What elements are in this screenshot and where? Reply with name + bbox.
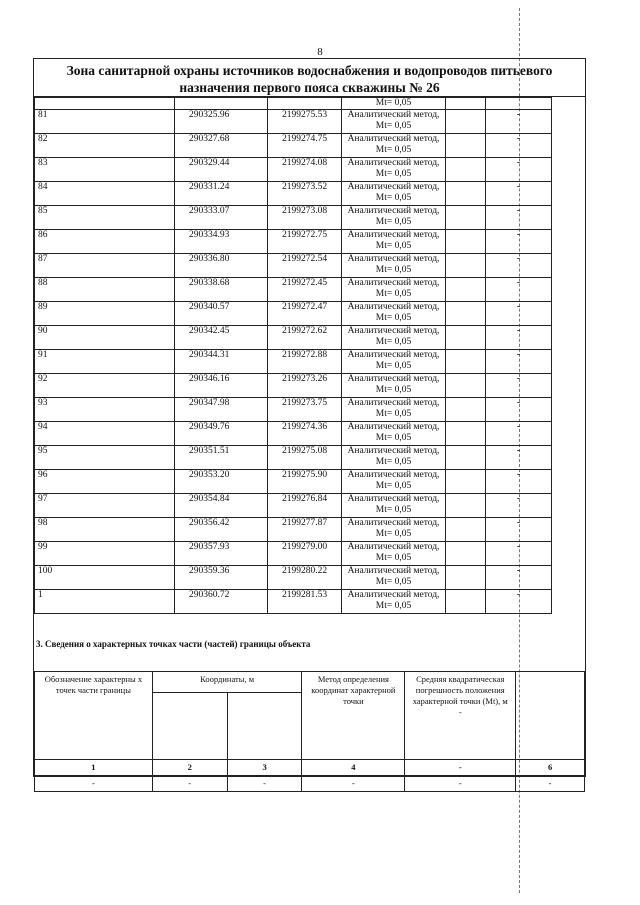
- coordinate-x: 290354.84: [175, 494, 268, 518]
- method-cell: [342, 590, 446, 614]
- col2-header: Координаты, м: [152, 672, 302, 760]
- point-number: 85: [35, 206, 175, 230]
- table-row: [35, 350, 552, 374]
- point-number: 97: [35, 494, 175, 518]
- method-text: Аналитический метод,: [347, 206, 440, 216]
- method-text: Аналитический метод,: [347, 398, 440, 408]
- column-number: 3: [227, 760, 302, 776]
- coordinate-y: 2199275.53: [268, 110, 342, 134]
- coordinate-y: 2199274.36: [268, 422, 342, 446]
- coordinate-x: 290333.07: [175, 206, 268, 230]
- document-sheet: [33, 58, 586, 788]
- coordinate-x: 290357.93: [175, 542, 268, 566]
- method-accuracy: Mt= 0,05: [375, 337, 412, 347]
- point-number: 95: [35, 446, 175, 470]
- section-3-table: [34, 671, 585, 792]
- empty-cell: [446, 518, 486, 542]
- empty-cell: [446, 278, 486, 302]
- method-cell: [342, 398, 446, 422]
- method-accuracy: Mt= 0,05: [375, 121, 412, 131]
- method-text: Аналитический метод,: [347, 254, 440, 264]
- error-cell: -: [486, 254, 552, 278]
- point-number: 91: [35, 350, 175, 374]
- error-cell: -: [486, 302, 552, 326]
- method-accuracy: Mt= 0,05: [375, 265, 412, 275]
- empty-value: -: [227, 776, 302, 792]
- empty-cell: [446, 542, 486, 566]
- point-number: 93: [35, 398, 175, 422]
- empty-cell: [446, 134, 486, 158]
- empty-cell: [446, 350, 486, 374]
- method-accuracy: Mt= 0,05: [375, 553, 412, 563]
- method-cell: [342, 542, 446, 566]
- coordinate-y: 2199279.00: [268, 542, 342, 566]
- method-accuracy: Mt= 0,05: [375, 529, 412, 539]
- method-text: Аналитический метод,: [347, 110, 440, 120]
- column-number: 6: [516, 760, 585, 776]
- point-number: 94: [35, 422, 175, 446]
- coordinate-y: 2199272.88: [268, 350, 342, 374]
- method-accuracy: Mt= 0,05: [375, 481, 412, 491]
- method-text: Аналитический метод,: [347, 518, 440, 528]
- error-cell: -: [486, 518, 552, 542]
- empty-cell: [446, 302, 486, 326]
- method-cell: [342, 518, 446, 542]
- point-number: 81: [35, 110, 175, 134]
- method-cell: [342, 230, 446, 254]
- point-number: 92: [35, 374, 175, 398]
- method-text: Аналитический метод,: [347, 302, 440, 312]
- empty-cell: [446, 422, 486, 446]
- coordinate-x: 290360.72: [175, 590, 268, 614]
- method-cell: [342, 350, 446, 374]
- empty-value: -: [302, 776, 405, 792]
- column-number: 2: [152, 760, 227, 776]
- method-accuracy: Mt= 0,05: [375, 169, 412, 179]
- method-accuracy: Mt= 0,05: [375, 457, 412, 467]
- method-text: Аналитический метод,: [347, 182, 440, 192]
- method-cell: [342, 446, 446, 470]
- error-cell: -: [486, 110, 552, 134]
- method-text: Аналитический метод,: [347, 230, 440, 240]
- empty-cell: [446, 158, 486, 182]
- empty-cell: [446, 590, 486, 614]
- method-text: Аналитический метод,: [347, 374, 440, 384]
- coordinate-x: 290347.98: [175, 398, 268, 422]
- error-cell: -: [486, 374, 552, 398]
- method-accuracy: Mt= 0,05: [375, 385, 412, 395]
- table-row: [35, 230, 552, 254]
- column-number: 1: [35, 760, 153, 776]
- table-row: [35, 422, 552, 446]
- method-cell: [342, 182, 446, 206]
- method-text: Аналитический метод,: [347, 446, 440, 456]
- coordinate-y: 2199275.08: [268, 446, 342, 470]
- method-text: Аналитический метод,: [347, 470, 440, 480]
- coordinate-y: 2199273.75: [268, 398, 342, 422]
- point-number: 86: [35, 230, 175, 254]
- coordinate-y: 2199280.22: [268, 566, 342, 590]
- point-number: 96: [35, 470, 175, 494]
- method-cell: [342, 470, 446, 494]
- method-cell: [342, 110, 446, 134]
- table-row: [35, 134, 552, 158]
- table-row: [35, 278, 552, 302]
- error-cell: -: [486, 542, 552, 566]
- error-cell: -: [486, 230, 552, 254]
- method-text: Аналитический метод,: [347, 542, 440, 552]
- coordinate-x: 290331.24: [175, 182, 268, 206]
- document-title: Зона санитарной охраны источников водоснабжения и водопроводов питьевого назначения первого пояса скважины № 26: [34, 59, 585, 97]
- table-row: [35, 206, 552, 230]
- error-cell: -: [486, 134, 552, 158]
- method-text: Аналитический метод,: [347, 158, 440, 168]
- error-cell: -: [486, 278, 552, 302]
- point-number: 82: [35, 134, 175, 158]
- method-accuracy: Mt= 0,05: [375, 601, 412, 611]
- coordinate-y: 2199272.47: [268, 302, 342, 326]
- coordinate-y: 2199272.45: [268, 278, 342, 302]
- error-cell: -: [486, 470, 552, 494]
- coordinate-y: 2199273.26: [268, 374, 342, 398]
- empty-cell: [446, 494, 486, 518]
- coordinate-x: 290327.68: [175, 134, 268, 158]
- empty-value: -: [35, 776, 153, 792]
- method-accuracy: Mt= 0,05: [375, 505, 412, 515]
- empty-value: -: [152, 776, 227, 792]
- method-cell: [342, 254, 446, 278]
- coordinate-y: 2199277.87: [268, 518, 342, 542]
- table-row: [35, 182, 552, 206]
- point-number: 100: [35, 566, 175, 590]
- coordinate-x: 290340.57: [175, 302, 268, 326]
- col1-header: Обозначение характерны х точек части границы: [35, 672, 153, 760]
- empty-value: -: [405, 776, 516, 792]
- point-number: 98: [35, 518, 175, 542]
- method-accuracy: Mt= 0,05: [375, 193, 412, 203]
- coordinate-y: 2199272.62: [268, 326, 342, 350]
- empty-cell: [446, 398, 486, 422]
- method-cell: Mt= 0,05: [342, 98, 446, 110]
- page-number: 8: [317, 46, 323, 58]
- method-text: Аналитический метод,: [347, 590, 440, 600]
- method-accuracy: Mt= 0,05: [375, 217, 412, 227]
- coordinate-y: 2199272.54: [268, 254, 342, 278]
- method-text: Аналитический метод,: [347, 494, 440, 504]
- method-cell: [342, 158, 446, 182]
- coordinates-table: [34, 97, 552, 614]
- method-text: Аналитический метод,: [347, 326, 440, 336]
- table-row: [35, 398, 552, 422]
- method-cell: [342, 374, 446, 398]
- point-number: 90: [35, 326, 175, 350]
- empty-cell: [446, 230, 486, 254]
- coordinate-x: 290334.93: [175, 230, 268, 254]
- table-row: [35, 254, 552, 278]
- coordinate-x: 290336.80: [175, 254, 268, 278]
- empty-cell: [446, 470, 486, 494]
- table-row: [35, 110, 552, 134]
- method-text: Аналитический метод,: [347, 566, 440, 576]
- error-cell: -: [486, 566, 552, 590]
- method-text: Аналитический метод,: [347, 134, 440, 144]
- method-cell: [342, 566, 446, 590]
- table-row: [35, 374, 552, 398]
- error-cell: -: [486, 494, 552, 518]
- coordinate-x: 290356.42: [175, 518, 268, 542]
- method-accuracy: Mt= 0,05: [375, 577, 412, 587]
- table-row: [35, 470, 552, 494]
- method-cell: [342, 494, 446, 518]
- error-cell: -: [486, 182, 552, 206]
- coordinate-x: 290351.51: [175, 446, 268, 470]
- point-number: 99: [35, 542, 175, 566]
- table-row: [35, 494, 552, 518]
- coordinate-y: 2199274.08: [268, 158, 342, 182]
- coordinate-x: 290338.68: [175, 278, 268, 302]
- coordinate-x: 290329.44: [175, 158, 268, 182]
- column-number: -: [405, 760, 516, 776]
- method-accuracy: Mt= 0,05: [375, 289, 412, 299]
- table-row: [35, 326, 552, 350]
- method-text: Аналитический метод,: [347, 422, 440, 432]
- empty-cell: [446, 446, 486, 470]
- method-text: Аналитический метод,: [347, 278, 440, 288]
- method-cell: [342, 422, 446, 446]
- method-accuracy: Mt= 0,05: [375, 361, 412, 371]
- point-number: 84: [35, 182, 175, 206]
- error-cell: -: [486, 206, 552, 230]
- empty-cell: [446, 326, 486, 350]
- coordinate-x: 290349.76: [175, 422, 268, 446]
- section-3-empty-row: [35, 776, 585, 792]
- error-cell: -: [486, 422, 552, 446]
- method-cell: [342, 134, 446, 158]
- coordinate-y: 2199273.52: [268, 182, 342, 206]
- coordinate-x: 290342.45: [175, 326, 268, 350]
- table-row: [35, 566, 552, 590]
- table-row: [35, 302, 552, 326]
- method-accuracy: Mt= 0,05: [375, 409, 412, 419]
- column-number: 4: [302, 760, 405, 776]
- method-accuracy: Mt= 0,05: [375, 433, 412, 443]
- coordinate-y: 2199272.75: [268, 230, 342, 254]
- method-accuracy: Mt= 0,05: [375, 241, 412, 251]
- table-row-partial: [35, 98, 552, 110]
- empty-cell: [446, 182, 486, 206]
- coordinate-y: 2199274.75: [268, 134, 342, 158]
- coordinate-x: 290344.31: [175, 350, 268, 374]
- method-text: Аналитический метод,: [347, 350, 440, 360]
- section-3-num-row: [35, 760, 585, 776]
- point-number: 87: [35, 254, 175, 278]
- error-cell: -: [486, 350, 552, 374]
- col5-header: Средняя квадратическая погрешность положения характерной точки (Mt), м -: [405, 672, 516, 760]
- method-cell: [342, 278, 446, 302]
- coordinate-x: 290325.96: [175, 110, 268, 134]
- table-row: [35, 158, 552, 182]
- empty-cell: [446, 110, 486, 134]
- col4-header: Метод определения координат характерной точки: [302, 672, 405, 760]
- method-accuracy: Mt= 0,05: [375, 145, 412, 155]
- coordinate-x: 290359.36: [175, 566, 268, 590]
- error-cell: -: [486, 590, 552, 614]
- method-cell: [342, 326, 446, 350]
- method-cell: [342, 302, 446, 326]
- point-number: 88: [35, 278, 175, 302]
- empty-value: -: [516, 776, 585, 792]
- error-cell: -: [486, 398, 552, 422]
- point-number: 89: [35, 302, 175, 326]
- error-cell: -: [486, 326, 552, 350]
- point-number: 83: [35, 158, 175, 182]
- error-cell: -: [486, 158, 552, 182]
- empty-cell: [446, 254, 486, 278]
- coordinate-x: 290353.20: [175, 470, 268, 494]
- section-3-header-row: [35, 672, 585, 760]
- empty-cell: [446, 374, 486, 398]
- coordinate-x: 290346.16: [175, 374, 268, 398]
- empty-cell: [446, 206, 486, 230]
- section-3-heading: 3. Сведения о характерных точках части (частей) границы объекта: [36, 639, 311, 649]
- error-cell: -: [486, 446, 552, 470]
- method-accuracy: Mt= 0,05: [375, 313, 412, 323]
- table-row: [35, 446, 552, 470]
- coordinate-y: 2199276.84: [268, 494, 342, 518]
- empty-cell: [446, 566, 486, 590]
- coordinate-y: 2199275.90: [268, 470, 342, 494]
- table-row: [35, 590, 552, 614]
- coordinate-y: 2199273.08: [268, 206, 342, 230]
- table-row: [35, 518, 552, 542]
- point-number: 1: [35, 590, 175, 614]
- table-row: [35, 542, 552, 566]
- coordinate-y: 2199281.53: [268, 590, 342, 614]
- method-cell: [342, 206, 446, 230]
